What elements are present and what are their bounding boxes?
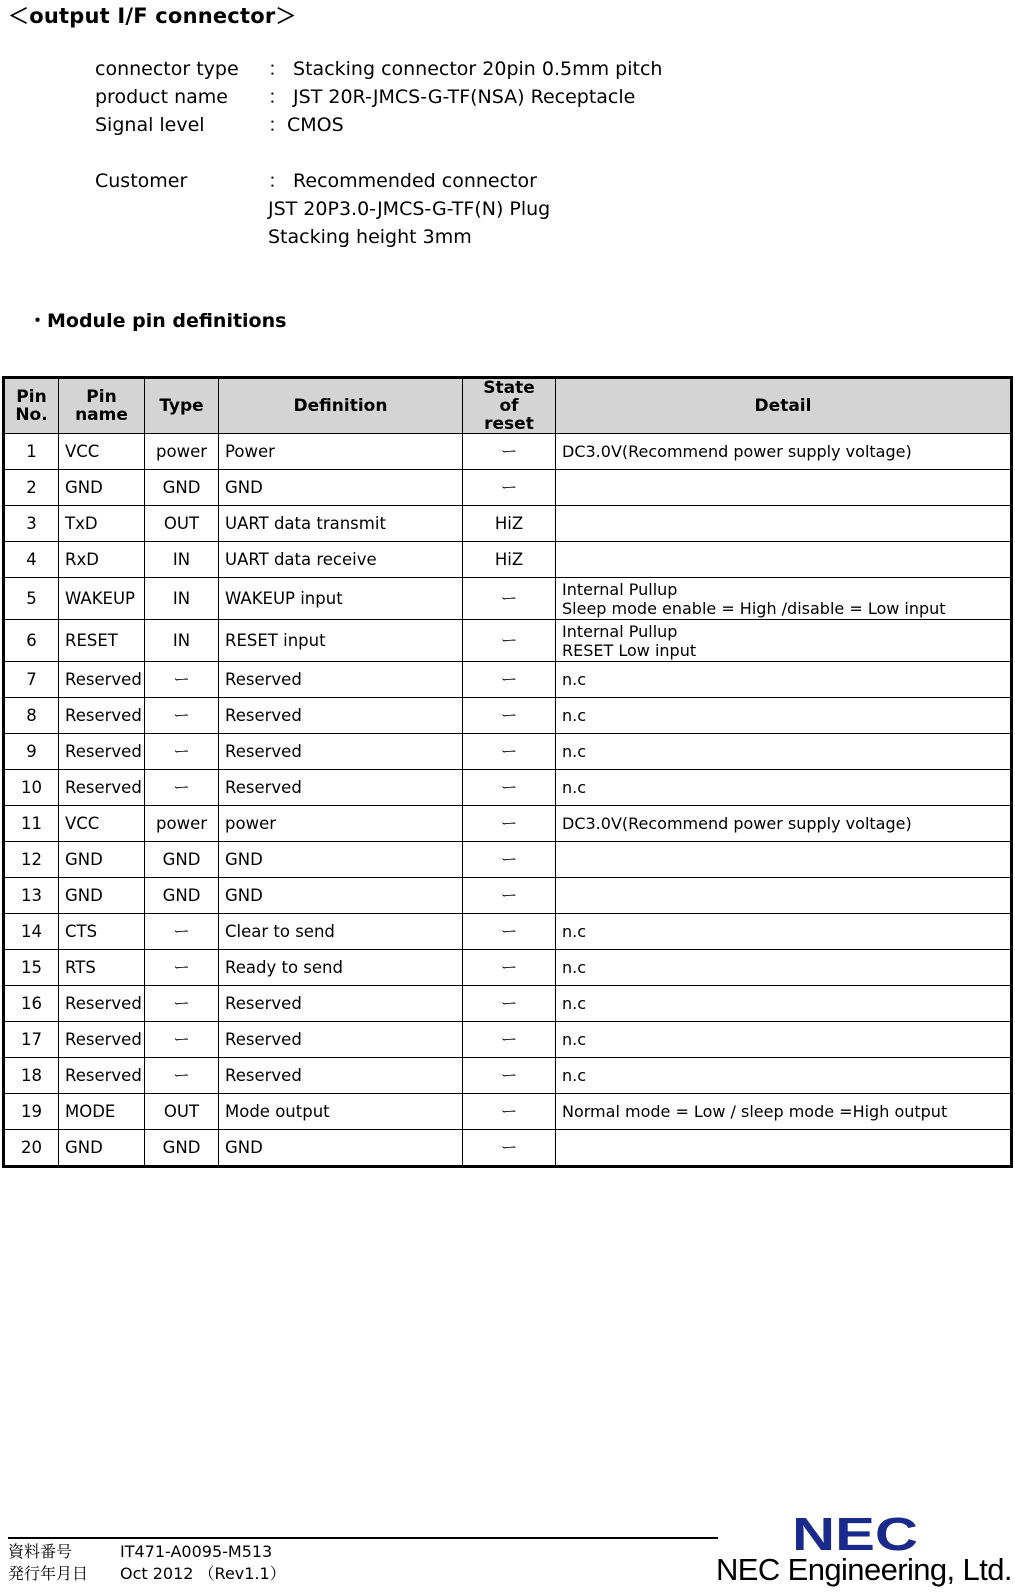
table-row: [4, 986, 1012, 1022]
table-row: [4, 620, 1012, 662]
state-cell: ー: [463, 1094, 556, 1130]
table-row: [4, 842, 1012, 878]
info-value: ：CMOS: [268, 114, 344, 136]
type-cell: IN: [145, 578, 219, 620]
state-cell: ー: [463, 986, 556, 1022]
detail-cell: [556, 770, 1012, 806]
pin-no-cell: 4: [4, 542, 59, 578]
definition-cell: Reserved: [219, 1058, 463, 1094]
definition-cell: Mode output: [219, 1094, 463, 1130]
company-name: NEC Engineering, Ltd.: [716, 1552, 1012, 1587]
detail-cell: [556, 1094, 1012, 1130]
type-cell: ー: [145, 662, 219, 698]
doc-number-label: 資料番号: [8, 1542, 73, 1561]
table-row: [4, 1094, 1012, 1130]
table-row: [4, 506, 1012, 542]
pin-name-cell: VCC: [59, 434, 145, 470]
pin-name-cell: MODE: [59, 1094, 145, 1130]
type-cell: IN: [145, 620, 219, 662]
type-cell: GND: [145, 1130, 219, 1167]
header-definition: Definition: [219, 378, 463, 434]
detail-line: n.c: [562, 994, 587, 1013]
table-row: [4, 950, 1012, 986]
info-value: ： Recommended connector: [268, 170, 537, 192]
pin-no-cell: 16: [4, 986, 59, 1022]
section-title: ＜output I/F connector＞: [8, 4, 297, 28]
detail-line: DC3.0V(Recommend power supply voltage): [562, 442, 912, 461]
detail-cell: [556, 620, 1012, 662]
state-cell: ー: [463, 806, 556, 842]
pin-no-cell: 11: [4, 806, 59, 842]
state-cell: ー: [463, 434, 556, 470]
detail-cell: [556, 842, 1012, 878]
state-cell: ー: [463, 734, 556, 770]
table-row: [4, 542, 1012, 578]
info-label: Customer: [95, 170, 188, 192]
detail-cell: [556, 434, 1012, 470]
pin-no-cell: 5: [4, 578, 59, 620]
state-cell: ー: [463, 578, 556, 620]
pin-definitions-heading: ・Module pin definitions: [28, 310, 287, 332]
state-cell: ー: [463, 1022, 556, 1058]
definition-cell: Reserved: [219, 986, 463, 1022]
definition-cell: power: [219, 806, 463, 842]
type-cell: GND: [145, 878, 219, 914]
pin-no-cell: 8: [4, 698, 59, 734]
table-row: [4, 806, 1012, 842]
definition-cell: GND: [219, 1130, 463, 1167]
state-cell: ー: [463, 878, 556, 914]
pin-name-cell: VCC: [59, 806, 145, 842]
type-cell: power: [145, 434, 219, 470]
pin-name-cell: RxD: [59, 542, 145, 578]
detail-cell: [556, 698, 1012, 734]
table-row: [4, 662, 1012, 698]
header-pin-name: Pin name: [59, 378, 145, 434]
type-cell: GND: [145, 470, 219, 506]
header-state-of-reset: State of reset: [463, 378, 556, 434]
table-row: [4, 698, 1012, 734]
header-detail: Detail: [556, 378, 1012, 434]
detail-cell: [556, 806, 1012, 842]
header-type: Type: [145, 378, 219, 434]
table-row: [4, 914, 1012, 950]
pin-name-cell: Reserved: [59, 1022, 145, 1058]
detail-cell: [556, 470, 1012, 506]
type-cell: OUT: [145, 1094, 219, 1130]
pin-name-cell: Reserved: [59, 1058, 145, 1094]
pin-no-cell: 10: [4, 770, 59, 806]
type-cell: IN: [145, 542, 219, 578]
pin-no-cell: 7: [4, 662, 59, 698]
pin-name-cell: RESET: [59, 620, 145, 662]
state-cell: ー: [463, 620, 556, 662]
table-row: [4, 1130, 1012, 1167]
definition-cell: Power: [219, 434, 463, 470]
type-cell: ー: [145, 734, 219, 770]
detail-line: DC3.0V(Recommend power supply voltage): [562, 814, 912, 833]
pin-name-cell: WAKEUP: [59, 578, 145, 620]
info-value: JST 20P3.0-JMCS-G-TF(N) Plug: [268, 198, 551, 220]
table-row: [4, 734, 1012, 770]
table-body: [4, 434, 1012, 1167]
definition-cell: GND: [219, 878, 463, 914]
pin-name-cell: Reserved: [59, 770, 145, 806]
state-cell: HiZ: [463, 542, 556, 578]
state-cell: ー: [463, 1130, 556, 1167]
detail-line: n.c: [562, 1066, 587, 1085]
pin-no-cell: 2: [4, 470, 59, 506]
pin-name-cell: Reserved: [59, 986, 145, 1022]
state-cell: ー: [463, 662, 556, 698]
definition-cell: GND: [219, 470, 463, 506]
detail-line: n.c: [562, 670, 587, 689]
pin-no-cell: 3: [4, 506, 59, 542]
detail-line: RESET Low input: [562, 640, 697, 660]
type-cell: ー: [145, 950, 219, 986]
doc-number: IT471-A0095-M513: [120, 1542, 273, 1561]
table-row: [4, 770, 1012, 806]
header-pin-no: Pin No.: [4, 378, 59, 434]
detail-cell: [556, 1058, 1012, 1094]
definition-cell: RESET input: [219, 620, 463, 662]
detail-cell: [556, 506, 1012, 542]
pin-no-cell: 18: [4, 1058, 59, 1094]
detail-cell: [556, 914, 1012, 950]
definition-cell: Reserved: [219, 734, 463, 770]
table-row: [4, 470, 1012, 506]
footer-divider: [8, 1537, 718, 1539]
table-row: [4, 1058, 1012, 1094]
pin-name-cell: GND: [59, 842, 145, 878]
pin-no-cell: 14: [4, 914, 59, 950]
info-value: ： Stacking connector 20pin 0.5mm pitch: [268, 58, 663, 80]
table-row: [4, 434, 1012, 470]
detail-cell: [556, 950, 1012, 986]
definition-cell: GND: [219, 842, 463, 878]
detail-cell: [556, 542, 1012, 578]
detail-cell: [556, 878, 1012, 914]
pin-no-cell: 20: [4, 1130, 59, 1167]
detail-line: Normal mode = Low / sleep mode =High output: [562, 1102, 948, 1121]
pin-name-cell: GND: [59, 878, 145, 914]
table-row: [4, 578, 1012, 620]
type-cell: OUT: [145, 506, 219, 542]
detail-line: Internal Pullup: [562, 579, 678, 599]
state-cell: ー: [463, 1058, 556, 1094]
pin-name-cell: Reserved: [59, 662, 145, 698]
issue-date: Oct 2012 （Rev1.1）: [120, 1564, 286, 1583]
detail-cell: [556, 986, 1012, 1022]
info-value: ： JST 20R-JMCS-G-TF(NSA) Receptacle: [268, 86, 636, 108]
pin-no-cell: 12: [4, 842, 59, 878]
definition-cell: Reserved: [219, 662, 463, 698]
nec-logo: [790, 1512, 920, 1554]
detail-cell: [556, 662, 1012, 698]
definition-cell: Reserved: [219, 698, 463, 734]
info-value: Stacking height 3mm: [268, 226, 472, 248]
detail-cell: [556, 1022, 1012, 1058]
pin-no-cell: 13: [4, 878, 59, 914]
detail-line: n.c: [562, 742, 587, 761]
state-cell: ー: [463, 950, 556, 986]
info-label: connector type: [95, 58, 239, 80]
type-cell: ー: [145, 1058, 219, 1094]
definition-cell: UART data transmit: [219, 506, 463, 542]
info-label: Signal level: [95, 114, 205, 136]
pin-definition-table: [2, 376, 1013, 1168]
pin-name-cell: TxD: [59, 506, 145, 542]
definition-cell: UART data receive: [219, 542, 463, 578]
pin-name-cell: Reserved: [59, 734, 145, 770]
type-cell: ー: [145, 914, 219, 950]
table-row: [4, 878, 1012, 914]
state-cell: ー: [463, 698, 556, 734]
definition-cell: Reserved: [219, 1022, 463, 1058]
detail-cell: [556, 578, 1012, 620]
detail-line: Sleep mode enable = High /disable = Low input: [562, 598, 946, 618]
detail-line: Internal Pullup: [562, 621, 678, 641]
pin-no-cell: 1: [4, 434, 59, 470]
pin-no-cell: 19: [4, 1094, 59, 1130]
table-row: [4, 1022, 1012, 1058]
state-cell: HiZ: [463, 506, 556, 542]
table-header-row: [4, 378, 1012, 434]
definition-cell: Ready to send: [219, 950, 463, 986]
type-cell: ー: [145, 770, 219, 806]
state-cell: ー: [463, 842, 556, 878]
definition-cell: WAKEUP input: [219, 578, 463, 620]
pin-name-cell: GND: [59, 470, 145, 506]
pin-name-cell: Reserved: [59, 698, 145, 734]
issue-date-label: 発行年月日: [8, 1564, 89, 1583]
type-cell: GND: [145, 842, 219, 878]
detail-line: n.c: [562, 706, 587, 725]
pin-no-cell: 6: [4, 620, 59, 662]
pin-name-cell: GND: [59, 1130, 145, 1167]
detail-cell: [556, 734, 1012, 770]
pin-no-cell: 9: [4, 734, 59, 770]
info-label: product name: [95, 86, 228, 108]
pin-name-cell: CTS: [59, 914, 145, 950]
type-cell: ー: [145, 986, 219, 1022]
definition-cell: Clear to send: [219, 914, 463, 950]
pin-name-cell: RTS: [59, 950, 145, 986]
pin-no-cell: 15: [4, 950, 59, 986]
state-cell: ー: [463, 770, 556, 806]
nec-logo-text: NEC: [792, 1512, 918, 1554]
pin-no-cell: 17: [4, 1022, 59, 1058]
state-cell: ー: [463, 470, 556, 506]
detail-line: n.c: [562, 958, 587, 977]
detail-line: n.c: [562, 778, 587, 797]
detail-cell: [556, 1130, 1012, 1167]
detail-line: n.c: [562, 1030, 587, 1049]
state-cell: ー: [463, 914, 556, 950]
definition-cell: Reserved: [219, 770, 463, 806]
detail-line: n.c: [562, 922, 587, 941]
type-cell: ー: [145, 1022, 219, 1058]
type-cell: ー: [145, 698, 219, 734]
type-cell: power: [145, 806, 219, 842]
